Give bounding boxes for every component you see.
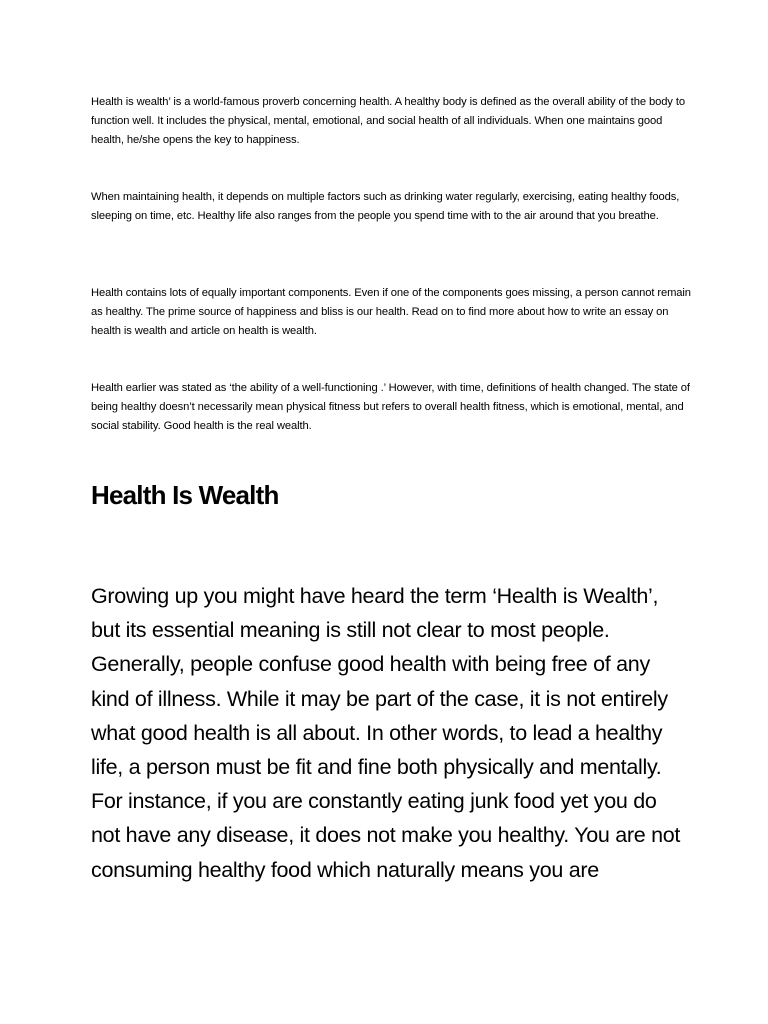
intro-paragraph-4: Health earlier was stated as ‘the ability of a well-functioning .’ However, with time, definitions of health changed. The state of being healthy doesn’t necessarily mean physical fitness but refers to overall health fitness, which is emotional, mental, and social stability. Good health is the real wealth. <box>91 382 690 432</box>
body-paragraph: Growing up you might have heard the term ‘Health is Wealth’, but its essential meaning is still not clear to most people. Generally, people confuse good health with being free of any kind of illness. While it may be part of the case, it is not entirely what good health is all about. In other words, to lead a healthy life, a person must be fit and fine both physically and mentally. For instance, if you are constantly eating junk food yet you do not have any disease, it does not make you healthy. You are not consuming healthy food which naturally means you are <box>91 584 681 882</box>
intro-paragraph-2: When maintaining health, it depends on multiple factors such as drinking water regularly, exercising, eating healthy foods, sleeping on time, etc. Healthy life also ranges from the people you spend time with to the air around that you breathe. <box>91 191 680 222</box>
intro-paragraph-3: Health contains lots of equally important components. Even if one of the components goes missing, a person cannot remain as healthy. The prime source of happiness and bliss is our health. Read on to find more about how to write an essay on health is wealth and article on health is wealth. <box>91 287 691 337</box>
section-heading: Health Is Wealth <box>91 480 279 510</box>
intro-paragraph-1: Health is wealth’ is a world-famous proverb concerning health. A healthy body is defined as the overall ability of the body to function well. It includes the physical, mental, emotional, and social health of all individuals. When one maintains good health, he/she opens the key to happiness. <box>91 96 685 146</box>
